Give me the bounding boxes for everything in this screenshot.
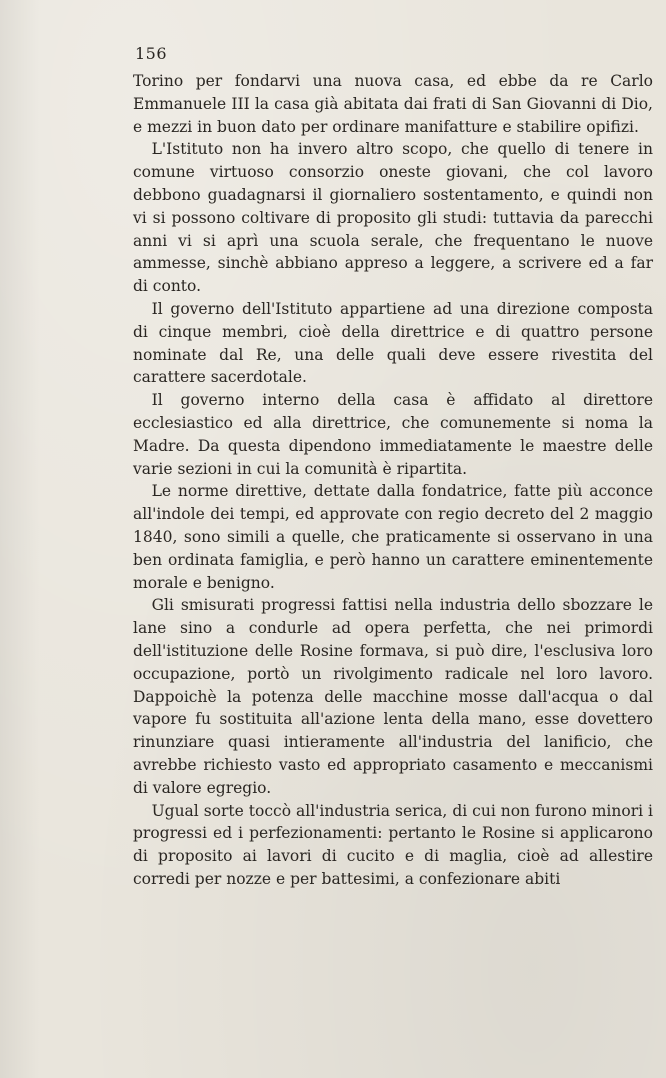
paragraph-4: Il governo interno della casa è affidato al direttore ecclesiastico ed alla direttrice, che comunemente si noma la Madre. Da questa dipendono immediatamente le maestre delle varie sezioni in cui la comunità è ripartita. — [133, 391, 653, 478]
paragraph-2: L'Istituto non ha invero altro scopo, che quello di tenere in comune virtuoso consorzio oneste giovani, che col lavoro debbono guadagnarsi il giornaliero sostentamento, e quindi non vi si possono coltivare di proposito gli studi: tuttavia da parecchi anni vi si aprì una scuola serale, che frequentano le nuove ammesse, sinchè abbiano appreso a leggere, a scrivere ed a far di conto. — [133, 140, 653, 296]
paragraph-3: Il governo dell'Istituto appartiene ad una direzione composta di cinque membri, cioè della direttrice e di quattro persone nominate dal Re, una delle quali deve essere rivestita del carattere sacerdotale. — [133, 299, 653, 387]
page-number: 156 — [135, 44, 168, 63]
paragraph-1: Torino per fondarvi una nuova casa, ed ebbe da re Carlo Emmanuele III la casa già abitata dai frati di San Giovanni di Dio, e mezzi in buon dato per ordinare manifatture e stabilire opifizi. — [133, 72, 653, 136]
body-text — [133, 70, 653, 891]
page-gutter-shadow — [0, 0, 40, 1078]
paragraph-5: Le norme direttive, dettate dalla fondatrice, fatte più acconce all'indole dei tempi, ed approvate con regio decreto del 2 maggio 1840, sono simili a quelle, che praticamente si osservano in una ben ordinata famiglia, e però hanno un carattere eminentemente morale e benigno. — [133, 482, 653, 592]
paragraph-6: Gli smisurati progressi fattisi nella industria dello sbozzare le lane sino a condurle ad opera perfetta, che nei primordi dell'istituzione delle Rosine formava, si può dire, l'esclusiva loro occupazione, portò un rivolgimento radicale nel loro lavoro. Dappoichè la potenza delle macchine mosse dall'acqua o dal vapore fu sostituita all'azione lenta della mano, esse dovettero rinunziare quasi intieramente all'industria del lanificio, che avrebbe richiesto vasto ed appropriato casamento e meccanismi di valore egregio. — [133, 596, 653, 797]
paragraph-7: Ugual sorte toccò all'industria serica, di cui non furono minori i progressi ed i perfezionamenti: pertanto le Rosine si applicarono di proposito ai lavori di cucito e di maglia, cioè ad allestire corredi per nozze e per battesimi, a confezionare abiti — [133, 801, 653, 888]
